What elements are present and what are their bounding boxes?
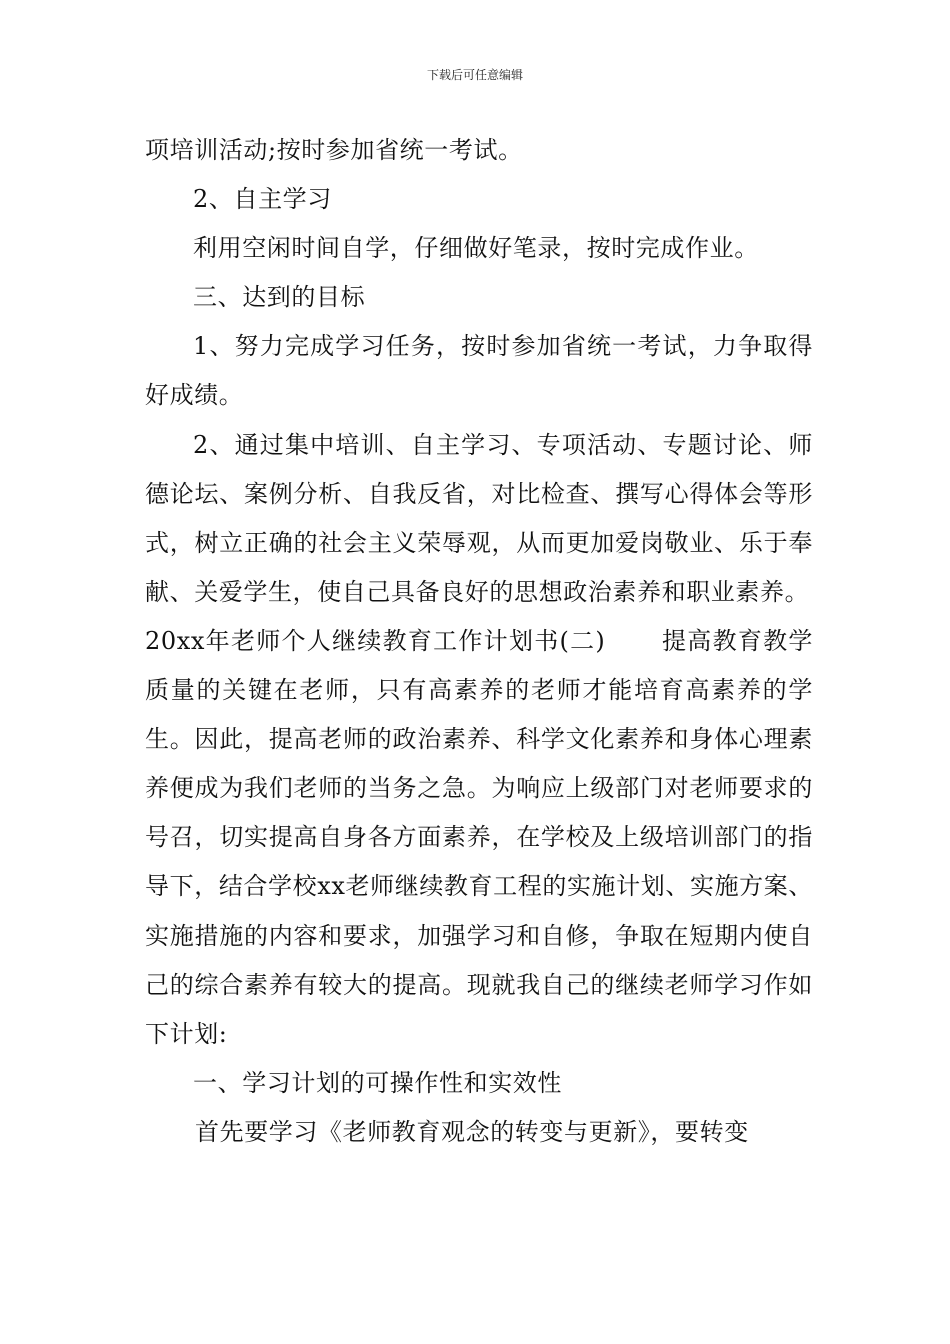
page-header-note: 下载后可任意编辑 <box>426 68 523 82</box>
paragraph-study-first: 首先要学习《老师教育观念的转变与更新》，要转变 <box>195 1117 749 1146</box>
heading-plan-operability: 一、学习计划的可操作性和实效性 <box>193 1068 562 1097</box>
paragraph-goal-2: 2、通过集中培训、自主学习、专项活动、专题讨论、师德论坛、案例分析、自我反省，对比检查、撰写心得体会等形式，树立正确的社会主义荣辱观，从而更加爱岗敬业、乐于奉献、关爱学生，使自己具备良好的思想政治素养和职业素养。 <box>145 430 813 606</box>
plan-intro: 提高教育教学质量的关键在老师，只有高素养的老师才能培育高素养的学生。因此，提高老师的政治素养、科学文化素养和身体心理素养便成为我们老师的当务之急。为响应上级部门对老师要求的号召，切实提高自身各方面素养，在学校及上级培训部门的指导下，结合学校xx老师继续教育工程的实施计划、实施方案、实施措施的内容和要求，加强学习和自修，争取在短期内使自己的综合素养有较大的提高。现就我自己的继续老师学习作如下计划: <box>145 626 813 1048</box>
heading-goals: 三、达到的目标 <box>193 283 366 312</box>
paragraph-goal-1: 1、努力完成学习任务，按时参加省统一考试，力争取得好成绩。 <box>145 332 813 410</box>
paragraph-self-study: 利用空闲时间自学，仔细做好笔录，按时完成作业。 <box>193 234 759 263</box>
paragraph-plan-two <box>145 617 813 1059</box>
plan-title: 20xx年老师个人继续教育工作计划书(二) <box>145 626 606 655</box>
paragraph-training-exam: 项培训活动;按时参加省统一考试。 <box>145 136 523 164</box>
heading-self-study: 2、自主学习 <box>193 185 332 214</box>
document-body <box>145 126 813 1157</box>
